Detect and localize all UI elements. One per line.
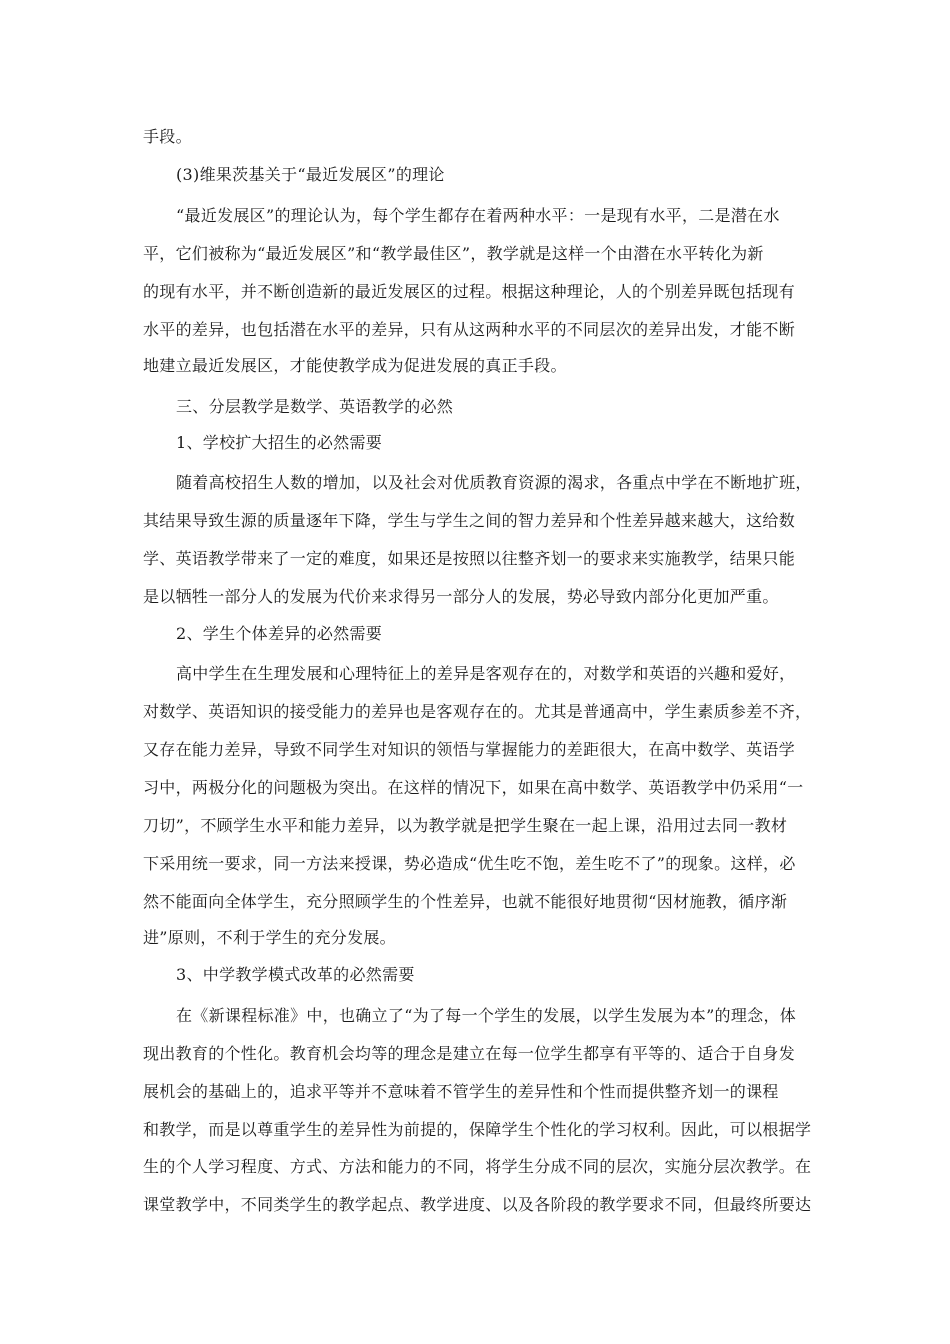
text-line: 随着高校招生人数的增加，以及社会对优质教育资源的渴求，各重点中学在不断地扩班， [176, 473, 812, 492]
text-line: 生的个人学习程度、方式、方法和能力的不同，将学生分成不同的层次，实施分层次教学。在 [143, 1157, 812, 1176]
subsection-heading: 1、学校扩大招生的必然需要 [176, 433, 383, 452]
text-line: 展机会的基础上的，追求平等并不意味着不管学生的差异性和个性而提供整齐划一的课程 [143, 1082, 779, 1101]
text-line: 手段。 [143, 127, 192, 146]
text-line: 在《新课程标准》中，也确立了“为了每一个学生的发展，以学生发展为本”的理念，体 [176, 1006, 797, 1025]
text-line: 学、英语教学带来了一定的难度，如果还是按照以往整齐划一的要求来实施教学，结果只能 [143, 549, 796, 568]
text-line: 地建立最近发展区，才能使教学成为促进发展的真正手段。 [143, 356, 567, 375]
subsection-heading: 2、学生个体差异的必然需要 [176, 624, 383, 643]
text-line: 下采用统一要求，同一方法来授课，势必造成“优生吃不饱，差生吃不了”的现象。这样，必 [143, 854, 796, 873]
text-line: 习中，两极分化的问题极为突出。在这样的情况下，如果在高中数学、英语教学中仍采用“一 [143, 778, 804, 797]
text-line: 对数学、英语知识的接受能力的差异也是客观存在的。尤其是普通高中，学生素质参差不齐， [143, 702, 812, 721]
text-line: 然不能面向全体学生，充分照顾学生的个性差异，也就不能很好地贯彻“因材施教，循序渐 [143, 892, 788, 911]
text-line: 是以牺牲一部分人的发展为代价来求得另一部分人的发展，势必导致内部分化更加严重。 [143, 587, 779, 606]
section-heading: 三、分层教学是数学、英语教学的必然 [176, 397, 454, 416]
text-line: “最近发展区”的理论认为，每个学生都存在着两种水平：一是现有水平，二是潜在水 [176, 206, 780, 225]
text-line: 其结果导致生源的质量逐年下降，学生与学生之间的智力差异和个性差异越来越大，这给数 [143, 511, 796, 530]
text-line: 平，它们被称为“最近发展区”和“教学最佳区”，教学就是这样一个由潜在水平转化为新 [143, 244, 764, 263]
text-line: 高中学生在生理发展和心理特征上的差异是客观存在的，对数学和英语的兴趣和爱好， [176, 664, 796, 683]
text-line: 和教学，而是以尊重学生的差异性为前提的，保障学生个性化的学习权利。因此，可以根据学 [143, 1120, 812, 1139]
text-line: 现出教育的个性化。教育机会均等的理念是建立在每一位学生都享有平等的、适合于自身发 [143, 1044, 796, 1063]
text-line: 进”原则，不利于学生的充分发展。 [143, 928, 396, 947]
text-line: 水平的差异，也包括潜在水平的差异，只有从这两种水平的不同层次的差异出发，才能不断 [143, 320, 796, 339]
subsection-heading: 3、中学教学模式改革的必然需要 [176, 965, 415, 984]
section-heading: (3)维果茨基关于“最近发展区”的理论 [176, 165, 445, 184]
text-line: 课堂教学中，不同类学生的教学起点、教学进度、以及各阶段的教学要求不同，但最终所要达 [143, 1195, 812, 1214]
text-line: 的现有水平，并不断创造新的最近发展区的过程。根据这种理论，人的个别差异既包括现有 [143, 282, 796, 301]
text-line: 又存在能力差异，导致不同学生对知识的领悟与掌握能力的差距很大，在高中数学、英语学 [143, 740, 796, 759]
text-line: 刀切”，不顾学生水平和能力差异，以为教学就是把学生聚在一起上课，沿用过去同一教材 [143, 816, 788, 835]
